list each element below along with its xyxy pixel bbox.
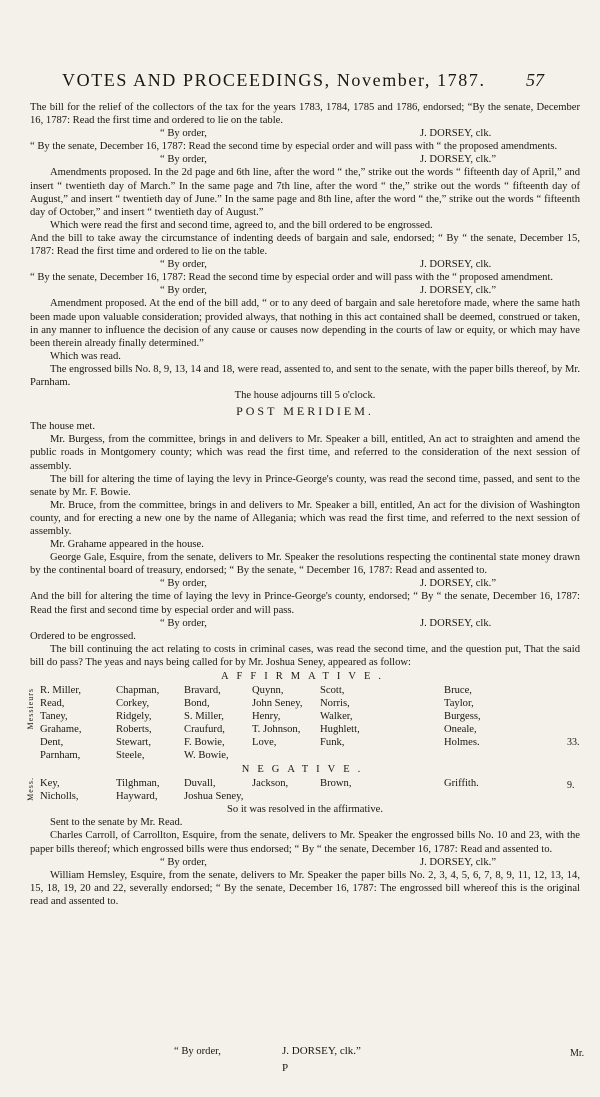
page-number: 57 [526,70,544,90]
member-name: Dent, [40,737,64,749]
member-name: Scott, [320,685,345,697]
vote-row [30,723,580,736]
vote-row [30,710,580,723]
paragraph: The house met. [30,421,96,433]
member-name [388,736,444,749]
member-name: Norris, [320,698,350,710]
paragraph: William Hemsley, Esquire, from the senate, delivers to Mr. Speaker the paper bills No. 2, 3, 4, 5, 6, 7, 8, 9, 11, 12, 13, 14, 15, 18, 19, 20 and 22, severally endorsed; “ By the senate, December 16, 1787: The engrossed bill whereof this is the original read and assented to. [30,869,580,907]
member-name: Griffith. [444,778,479,790]
paragraph: And the bill for altering the time of laying the levy in Prince-George's county, endorsed; “ By “ the senate, December 16, 1787: Read the first and second time by especial order and will pass. [30,591,580,616]
signature-letter: P [282,1062,289,1074]
member-name: Joshua Seney, [184,791,244,803]
signature-line [30,284,580,297]
paragraph: Sent to the senate by Mr. Read. [50,817,183,829]
catchword: Mr. [570,1048,585,1059]
by-order: “ By order, [160,578,207,590]
by-order: “ By order, [160,128,207,140]
clerk-signature: J. DORSEY, clk.” [420,856,497,868]
member-name: Ridgely, [116,711,152,723]
by-order: “ By order, [160,259,207,271]
paragraph: Amendment proposed. At the end of the bill add, “ or to any deed of bargain and sale heretofore made, where the same hath been made upon valuable consideration; provided always, that nothing in this act contained shall be deemed, construed or taken, in any manner to influence the decision of any cause or causes now depending in the courts of law or equity, or which may have been therein already finally determined.” [30,298,580,349]
paragraph: And the bill to take away the circumstance of indenting deeds of bargain and sale, endorsed; “ By “ the senate, December 15, 1787: Read the first time and ordered to lie on the table. [30,232,580,258]
member-name [388,697,444,710]
body-text [26,101,580,908]
by-order: “ By order, [160,154,207,166]
affirmative-count: 33. [567,737,580,749]
member-name: Key, [40,778,60,790]
member-name: Henry, [252,711,281,723]
member-name: Craufurd, [184,724,225,736]
member-name: F. Bowie, [184,737,225,749]
member-name: Love, [252,737,277,749]
signature-line [30,617,580,630]
member-name: Bravard, [184,685,221,697]
member-name [444,749,512,762]
member-name: Jackson, [252,778,289,790]
paragraph: Which was read. [50,350,121,362]
paragraph: The bill for altering the time of laying the levy in Prince-George's county, was read the second time, passed, and sent to the senate by Mr. F. Bowie. [30,473,580,498]
member-name: Brown, [320,778,352,790]
member-name: Oneale, [444,724,477,736]
signature-line [30,258,580,271]
by-order: “ By order, [160,856,207,868]
paragraph: The engrossed bills No. 8, 9, 13, 14 and 18, were read, assented to, and sent to the senate, with the paper bills thereof, by Mr. Parnham. [30,363,580,388]
negative-side-label: Mess. [26,777,35,802]
vote-row [30,697,580,710]
paragraph: Which were read the first and second time, agreed to, and the bill ordered to be engrossed. [50,219,433,231]
member-name [388,710,444,723]
paragraph: The bill continuing the act relating to costs in criminal cases, was read the second time, and the question put, That the said bill do pass? The yeas and nays being called for by Mr. Joshua Seney, appeared as follow: [30,643,580,668]
member-name [320,790,388,803]
affirmative-vote-list [26,684,580,762]
paragraph: Mr. Bruce, from the committee, brings in and delivers to Mr. Speaker a bill, entitled, An act for the division of Washington county, and for erecting a new one by the name of Allegania; which was read the first time, and referred to the next session of assembly. [30,499,580,537]
member-name: Corkey, [116,698,150,710]
clerk-signature: J. DORSEY, clk. [420,259,492,271]
member-name [388,790,444,803]
member-name: Walker, [320,711,353,723]
proceedings-part-2 [30,803,580,908]
vote-row [30,777,580,790]
member-name: T. Johnson, [252,724,301,736]
page-title: VOTES AND PROCEEDINGS, November, 1787. [62,70,486,90]
clerk-signature: J. DORSEY, clk. [420,617,492,629]
member-name [320,749,388,762]
member-name [388,749,444,762]
page-footer [0,1045,600,1097]
member-name: Holmes. [444,737,480,749]
signature-line [30,127,580,140]
member-name: Parnham, [40,750,81,762]
vote-row [30,684,580,697]
paragraph: Charles Carroll, of Carrollton, Esquire, from the senate, delivers to Mr. Speaker the engrossed bills No. 10 and 23, with the paper bills thereof; which engrossed bills were thus endorsed; “ By “ the senate, December 16, 1787: Read and assented to. [30,830,580,855]
paragraph: George Gale, Esquire, from the senate, delivers to Mr. Speaker the resolutions respecting the continental state money drawn by the continental board of treasury, endorsed; “ By the senate, “ December 16, 1787: Read and assented to. [30,552,580,577]
running-header [0,70,600,94]
clerk-signature: J. DORSEY, clk.” [420,154,497,166]
member-name: Bruce, [444,685,472,697]
member-name: Taney, [40,711,68,723]
by-order: “ By order, [160,617,207,629]
member-name [388,684,444,697]
member-name: Chapman, [116,685,160,697]
paragraph: The house adjourns till 5 o'clock. [234,390,376,402]
paragraph: Amendments proposed. In the 2d page and 6th line, after the word “ the,” strike out the words “ fifteenth day of April,” and insert “ twentieth day of March.” In the same page and 7th line, after the word “ the,” strike out the words “ fifteenth day of August,” and insert “ twentieth day of June.” In the same page and 8th line, after the word “ the,” strike out the words “ fifteenth day of October,” and insert “ twentieth day of August.” [30,167,580,218]
by-order: “ By order, [160,285,207,297]
vote-row [30,736,580,749]
member-name [252,790,320,803]
member-name: Funk, [320,737,345,749]
vote-row [30,749,580,762]
clerk-signature: J. DORSEY, clk. [420,128,492,140]
section-heading: POST MERIDIEM. [236,404,374,419]
member-name: Read, [40,698,65,710]
signature-line [30,856,580,869]
member-name [388,723,444,736]
member-name: S. Miller, [184,711,224,723]
member-name [388,777,444,790]
negative-count: 9. [567,780,575,792]
member-name: Taylor, [444,698,474,710]
member-name: Hayward, [116,791,158,803]
member-name: Grahame, [40,724,82,736]
member-name: Burgess, [444,711,481,723]
negative-vote-list [26,777,580,803]
member-name: R. Miller, [40,685,82,697]
paragraph: “ By the senate, December 16, 1787: Read the second time by especial order and will pass with “ the proposed amendments. [30,141,558,153]
member-name: Roberts, [116,724,152,736]
paragraph: Ordered to be engrossed. [30,630,136,642]
signature-line [30,153,580,166]
proceedings-part-1 [30,101,580,669]
member-name: Tilghman, [116,778,160,790]
member-name: Stewart, [116,737,152,749]
member-name: Bond, [184,698,210,710]
paragraph: Mr. Grahame appeared in the house. [50,539,204,551]
footer-signature: J. DORSEY, clk.” [282,1045,361,1057]
clerk-signature: J. DORSEY, clk.” [420,285,497,297]
vote-row [30,790,580,803]
member-name: Duvall, [184,778,216,790]
member-name: Nicholls, [40,791,79,803]
member-name: Quynn, [252,685,284,697]
member-name: W. Bowie, [184,750,229,762]
member-name: Steele, [116,750,145,762]
paragraph: “ By the senate, December 16, 1787: Read the second time by especial order and will pass with the “ proposed amendment. [30,272,554,284]
paragraph: Mr. Burgess, from the committee, brings in and delivers to Mr. Speaker a bill, entitled, An act to straighten and amend the public roads in Montgomery county; which was read the first time, and referred to the consideration of the next session of assembly. [30,434,580,472]
member-name: John Seney, [252,698,303,710]
footer-by-order: “ By order, [174,1046,221,1057]
paragraph: The bill for the relief of the collectors of the tax for the years 1783, 1784, 1785 and 1786, endorsed; “By the senate, December 16, 1787: Read the first time and ordered to lie on the table. [30,102,580,127]
member-name [252,749,320,762]
affirmative-heading: AFFIRMATIVE. [220,671,390,683]
signature-line [30,577,580,590]
paragraph: So it was resolved in the affirmative. [226,804,384,816]
affirmative-side-label: Messieurs [26,688,35,730]
negative-heading: NEGATIVE. [241,764,369,776]
member-name [444,790,512,803]
member-name: Hughlett, [320,724,360,736]
clerk-signature: J. DORSEY, clk.” [420,578,497,590]
